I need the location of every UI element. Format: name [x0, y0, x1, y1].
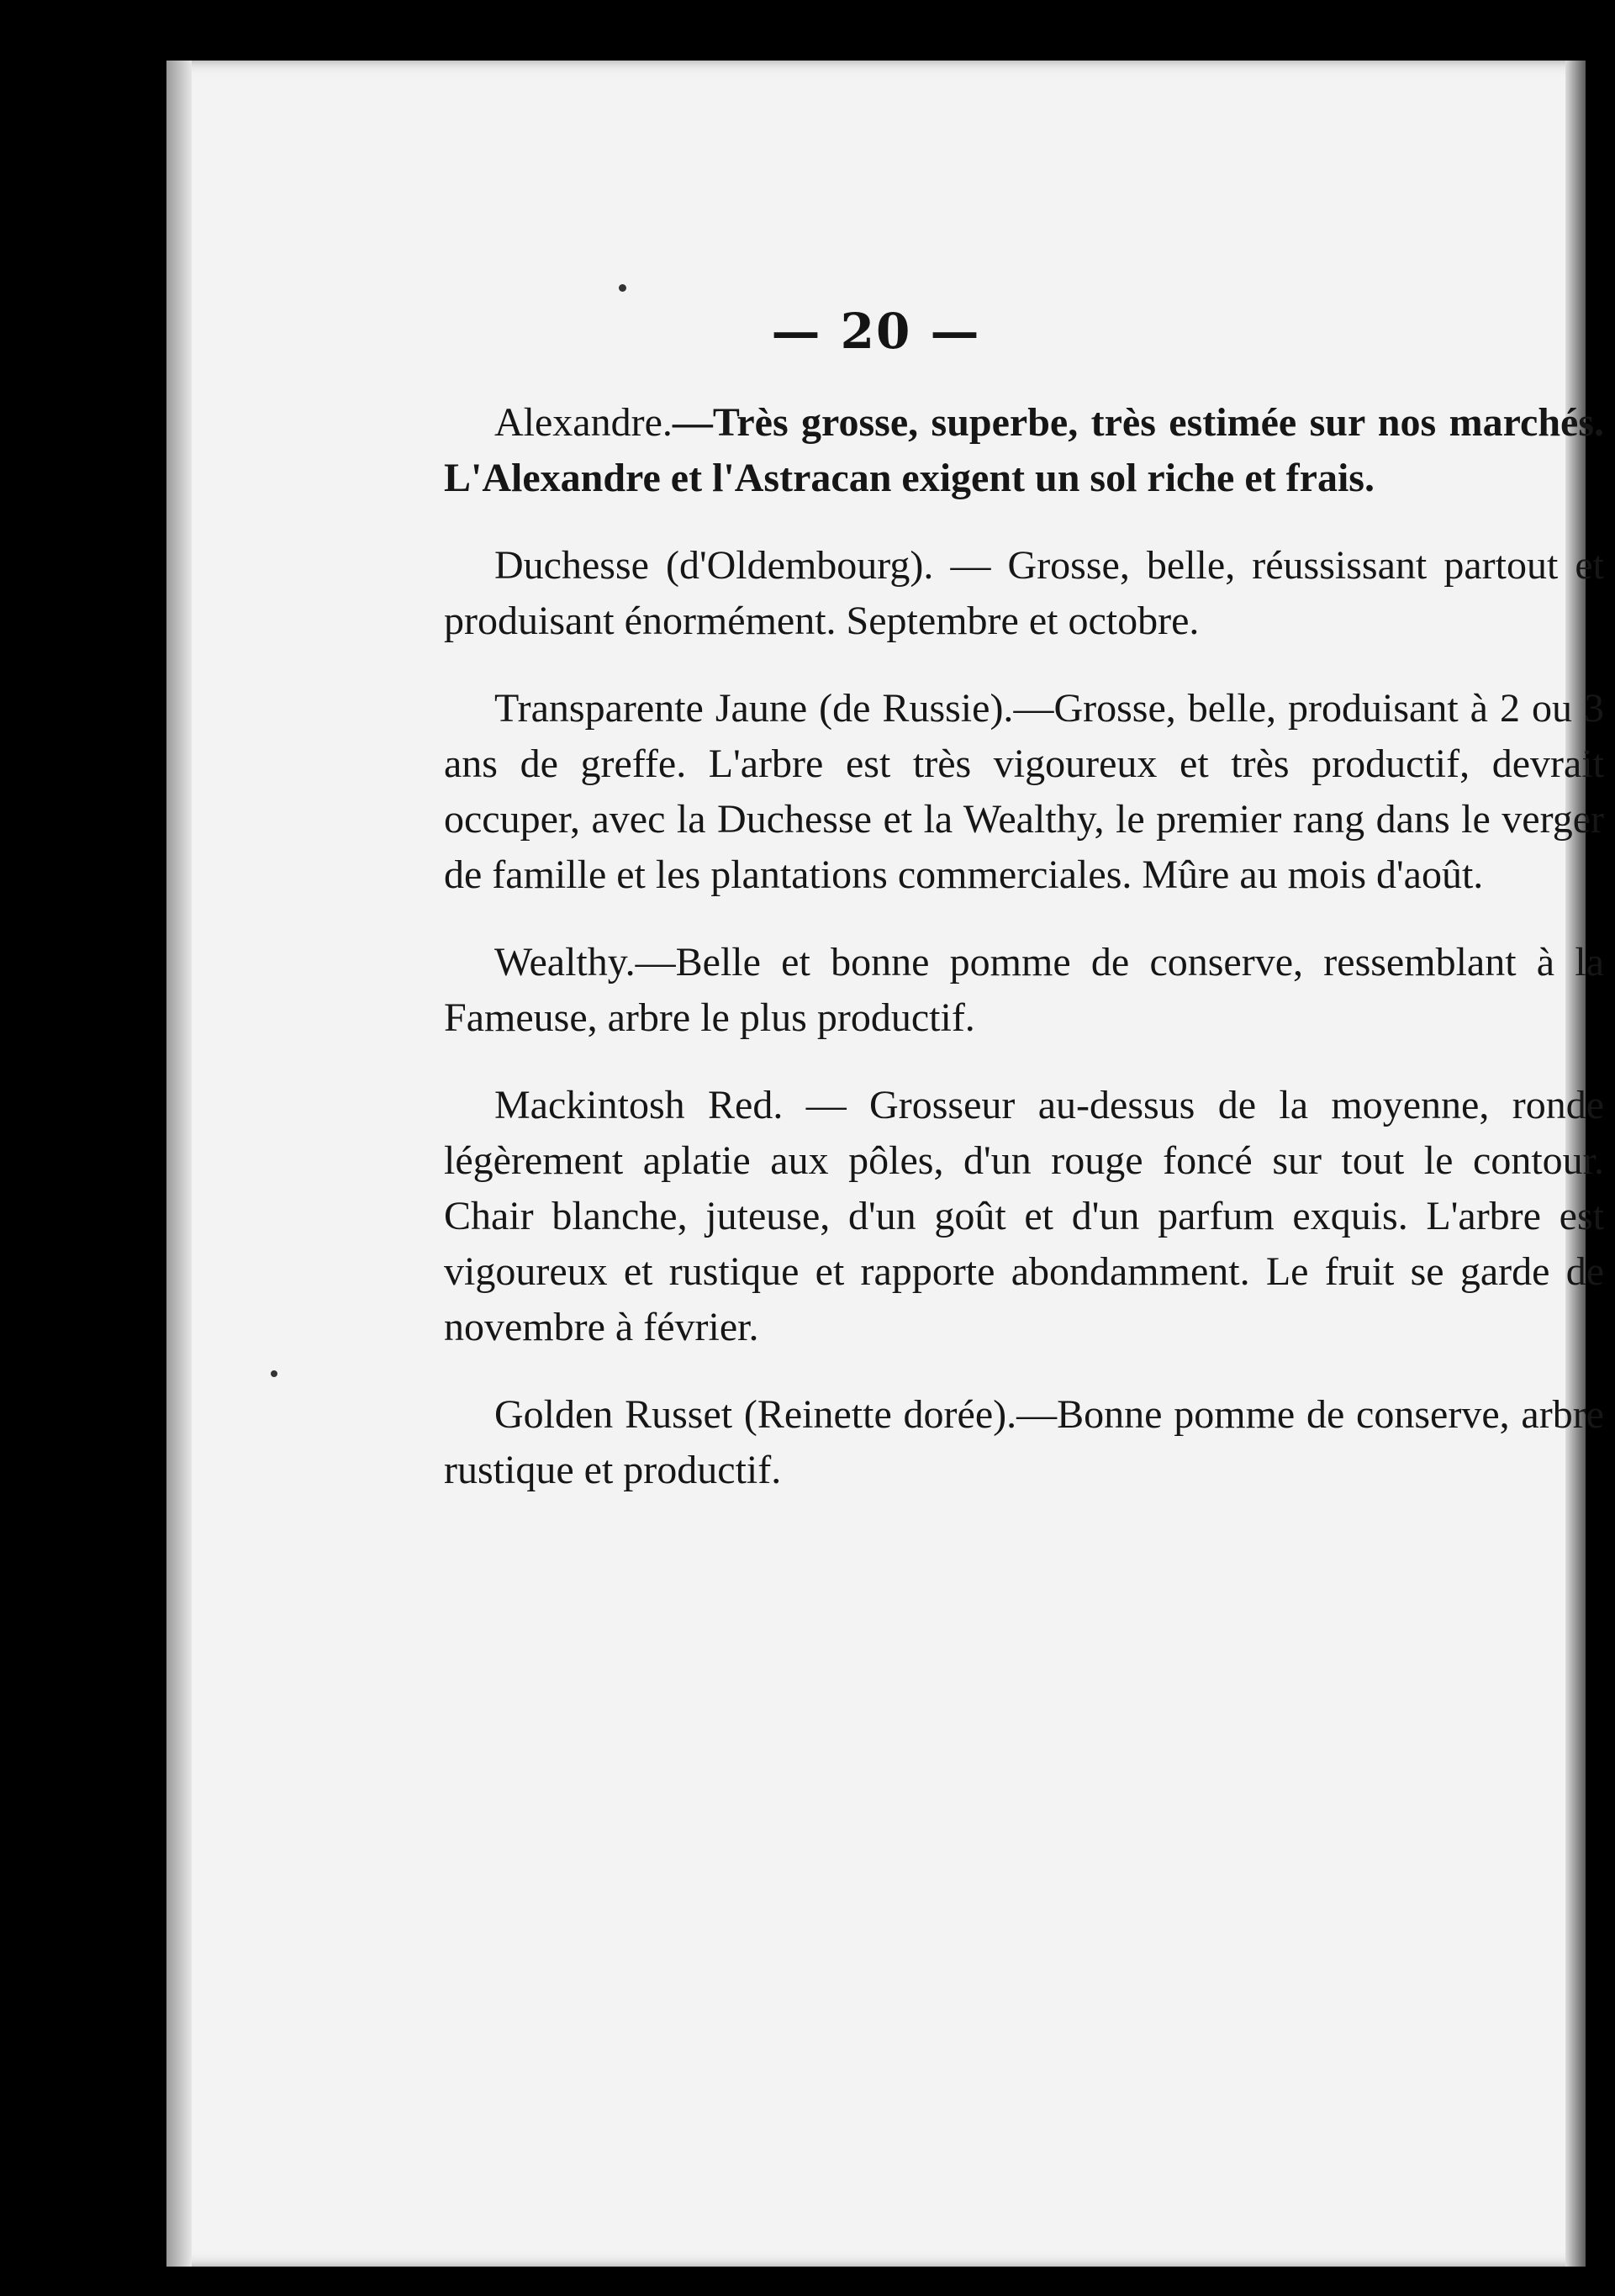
entry-paragraph	[444, 1078, 1604, 1355]
entry-name: Mackintosh Red.	[494, 1083, 784, 1127]
entry-text: —Belle et bonne pomme de conserve, ressemblant à la Fameuse, arbre le plus productif.	[444, 940, 1604, 1040]
entry-text: —Très grosse, superbe, très estimée sur nos marchés. L'Alexandre et l'Astracan exigent un sol riche et frais.	[444, 400, 1604, 500]
entry-name: Golden Russet (Reinette dorée).	[494, 1392, 1017, 1437]
entry-paragraph	[444, 935, 1604, 1046]
entry-paragraph	[444, 538, 1604, 649]
entry-name: Wealthy.	[494, 940, 636, 984]
page-content	[166, 61, 1604, 2267]
entry-name: Alexandre.	[494, 400, 673, 445]
entry-paragraph	[444, 395, 1604, 506]
page-number: — 20 —	[771, 303, 981, 360]
entry-text: —Grosse, belle, produisant à 2 ou 3 ans de greffe. L'arbre est très vigoureux et très productif, devrait occuper, avec la Duchesse et la Wealthy, le premier rang dans le verger de famille et les plantations commerciales. Mûre au mois d'août.	[444, 686, 1604, 897]
entry-name: Transparente Jaune (de Russie).	[494, 686, 1014, 731]
entry-text: — Grosseur au-dessus de la moyenne, ronde légèrement aplatie aux pôles, d'un rouge foncé sur tout le contour. Chair blanche, juteuse, d'un goût et d'un parfum exquis. L'arbre est vigoureux et rustique et rapporte abondamment. Le fruit se garde de novembre à février.	[444, 1083, 1604, 1349]
entry-text: —Bonne pomme de conserve, arbre rustique et productif.	[444, 1392, 1604, 1492]
body-text	[444, 395, 1604, 1530]
entry-paragraph	[444, 681, 1604, 903]
entry-name: Duchesse (d'Oldembourg).	[494, 543, 934, 588]
entry-paragraph	[444, 1387, 1604, 1498]
entry-text: — Grosse, belle, réussissant partout et produisant énormément. Septembre et octobre.	[444, 543, 1604, 643]
